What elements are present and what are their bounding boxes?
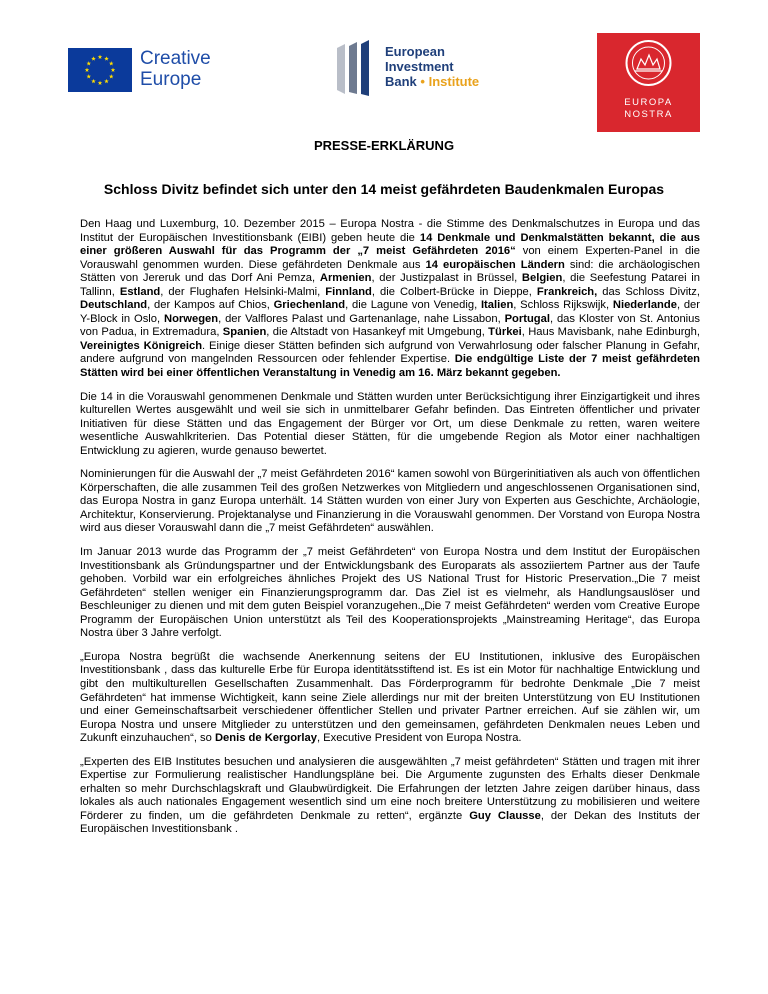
paragraph-5	[80, 651, 700, 746]
p1-bold-8: Deutschland	[80, 299, 148, 312]
p1-bold-17: Die endgültige Liste der 7 meist gefährdeten Stätten wird bei einer öffentlichen Veranstaltung in Venedig am 16. März bekannt gegeben.	[80, 353, 700, 380]
p1-bold-6: Finnland	[325, 285, 372, 298]
p1-text-14: , das Kloster von St. Antonius von Padua, in Extremadura,	[80, 312, 700, 339]
p1-text-1: Den Haag und Luxemburg, 10. Dezember 2015 – Europa Nostra - die Stimme des Denkmalschutzes in Europa und das Institut der Europäischen Investitionsbank (EIBI) geben heute die	[80, 218, 700, 244]
p1-bold-13: Portugal	[504, 312, 550, 325]
p5-bold-1: Denis de Kergorlay	[214, 732, 317, 745]
p1-text-12: , der Y-Block in Oslo,	[80, 299, 700, 325]
eib-bars-icon	[335, 40, 375, 96]
p1-bold-11: Niederlande	[612, 299, 677, 312]
p1-text-6: , der Flughafen Helsinki-Malmi,	[160, 285, 326, 298]
eib-line3-institute: Institute	[428, 74, 480, 89]
p1-text-7: , die Colbert-Brücke in Dieppe,	[371, 285, 537, 298]
creative-europe-line2: Europe	[140, 69, 202, 90]
p1-text-17: . Einige dieser Stätten befinden sich aufgrund von Verwahrlosung oder falscher Planung in Gefahr, andere aufgrund von mangelnden Ressourcen oder fehlender Expertise.	[80, 339, 700, 366]
p1-bold-7: Frankreich,	[536, 285, 598, 298]
p1-text-13: , der Valflores Palast und Gartenanlage, nahe Lissabon,	[218, 312, 505, 325]
p1-bold-4: Belgien	[521, 272, 563, 285]
p1-bold-15: Türkei	[488, 326, 522, 339]
creative-europe-wordmark	[140, 48, 211, 90]
p6-text-2: , der Dekan des Instituts der Europäischen Investitionsbank .	[80, 809, 700, 836]
p1-text-15: , die Altstadt von Hasankeyf mit Umgebung,	[266, 326, 489, 339]
paragraph-1	[80, 218, 700, 381]
p1-text-5: , die Seefestung Patarei in Tallinn,	[80, 272, 700, 298]
p5-text-1: „Europa Nostra begrüßt die wachsende Anerkennung seitens der EU Institutionen, inklusive des Europäischen Investitionsbank , dass das kulturelle Erbe für Europa identitätsstiftend ist. Es ist ein Motor für nachhaltige Entwicklung und gibt den multikulturellen Gesellschaften Zusammenhalt. Das Förderprogramm für bedrohte Denkmale „Die 7 meist Gefährdeten“ hat immense Wichtigkeit, kann seine Ziele allerdings nur mit der breiten Unterstützung von EU Institutionen und einer Gemeinschaftsarbeit verschiedener öffentlicher Stellen und privater Partner erreichen. Auf sie zählen wir, um Europa Nostra und unsere Mitglieder zu unterstützen und den gemeinsamen, gefährdeten Denkmalen neues Leben und Zukunft einzuhauchen“, so	[80, 650, 700, 745]
paragraph-6	[80, 756, 700, 837]
europa-nostra-line1: EUROPA	[624, 97, 673, 108]
eib-line1: European	[385, 44, 445, 59]
p1-text-2: von einem Experten-Panel in die Vorauswahl genommen wurden. Diese gefährdeten Denkmale aus	[80, 245, 700, 271]
p1-bold-12: Norwegen	[164, 312, 219, 325]
eu-flag-icon	[68, 48, 132, 92]
europa-nostra-line2: NOSTRA	[624, 109, 673, 120]
p6-bold-1: Guy Clausse	[469, 809, 541, 822]
p1-bold-3: Armenien	[319, 272, 372, 285]
p1-text-4: , der Justizpalast in Brüssel,	[371, 272, 522, 285]
paragraph-4: Im Januar 2013 wurde das Programm der „7 meist Gefährdeten“ von Europa Nostra und dem Institut der Europäischen Investitionsbank als Gründungspartner und der Entwicklungsbank des Europarats als assoziiertem Partner aus der Taufe gehoben. Vorbild war ein erfolgreiches ähnliches Projekt des US National Trust for Historic Preservation.„Die 7 meist Gefährdeten“ stellen weniger ein Finanzierungsprogramm dar. Das Ziel ist es vielmehr, als Handlungsauslöser und Beschleuniger zu dienen und mit dem guten Beispiel voranzugehen.„Die 7 meist Gefährdeten“ werden vom Creative Europe Programm der Europäischen Union unterstützt als Teil des Kooperationsprojekts „Mainstreaming Heritage“, das Europa Nostra über 3 Jahre verfolgt.	[80, 546, 700, 640]
eib-wordmark	[385, 44, 479, 89]
p1-bold-1: 14 Denkmale und Denkmalstätten bekannt, die aus einer größeren Auswahl für das Programm der „7 meist Gefährdeten 2016“	[80, 231, 700, 258]
eib-line2: Investment	[385, 59, 454, 74]
document-title: PRESSE-ERKLÄRUNG	[313, 138, 455, 153]
eib-institute-logo	[335, 40, 495, 96]
p1-bold-14: Spanien	[222, 326, 267, 339]
press-headline: Schloss Divitz befindet sich unter den 14 meist gefährdeten Baudenkmalen Europas	[103, 181, 665, 197]
press-body	[80, 218, 700, 847]
eib-line3-bank: Bank	[385, 74, 417, 89]
p1-bold-5: Estland	[119, 285, 161, 298]
header-logos	[0, 0, 768, 135]
p1-bold-9: Griechenland	[273, 299, 346, 312]
p1-text-10: , die Lagune von Venedig,	[345, 299, 481, 312]
p1-bold-2: 14 europäischen Ländern	[425, 258, 565, 271]
europa-nostra-wordmark	[597, 97, 700, 121]
europa-nostra-logo	[597, 33, 700, 132]
europa-nostra-emblem-icon	[597, 33, 700, 93]
p1-text-9: , der Kampos auf Chios,	[147, 299, 274, 312]
eib-line3: Bank • Institute	[385, 74, 480, 89]
paragraph-3: Nominierungen für die Auswahl der „7 meist Gefährdeten 2016“ kamen sowohl von Bürgerinitiativen als auch von öffentlichen Körperschaften, die alle zusammen Teil des großen Netzwerkes von Mitgliedern und angeschlossenen Organisationen sind, das Europa Nostra in ganz Europa unterhält. 14 Stätten wurden von einer Jury von Experten aus Geschichte, Archäologie, Architektur, Konservierung. Projektanalyse und Finanzierung in die Vorauswahl genommen. Der Vorstand von Europa Nostra wird aus dieser Vorauswahl dann die „7 meist Gefährdeten“ auswählen.	[80, 468, 700, 535]
p1-bold-10: Italien	[480, 299, 514, 312]
paragraph-2: Die 14 in die Vorauswahl genommenen Denkmale und Stätten wurden unter Berücksichtigung ihrer Einzigartigkeit und ihres kulturellen Wertes ausgewählt und weil sie sich in unmittelbarer Gefahr befinden. Das Eintreten öffentlicher und privater Initiativen für diese Stätten und das Engagement der Bürger vor Ort, um diese Denkmale zu retten, waren weitere wesentliche Auswahlkriterien. Das Potential dieser Stätten, für die umgebende Region als Motor einer nachhaltigen Entwicklung zu agieren, wurde genauso bewertet.	[80, 390, 700, 457]
p1-text-16: , Haus Mavisbank, nahe Edinburgh,	[521, 326, 700, 339]
p1-bold-16: Vereinigtes Königreich	[80, 339, 203, 352]
p1-text-8: das Schloss Divitz,	[597, 285, 700, 298]
creative-europe-line1: Creative	[140, 48, 211, 69]
p5-text-2: , Executive President von Europa Nostra.	[316, 732, 522, 745]
p1-text-11: , Schloss Rijkswijk,	[513, 299, 613, 312]
p1-text-3: sind: die archäologischen Stätten von Jereruk und das Dorf Ani Pemza,	[80, 258, 700, 285]
creative-europe-logo	[68, 48, 238, 92]
p6-text-1: „Experten des EIB Institutes besuchen und analysieren die ausgewählten „7 meist gefährdeten“ Stätten und tragen mit ihrer Expertise zur Formulierung realistischer Handlungspläne bei. Die Argumente zugunsten des Erhalts dieser Denkmale erhalten so mehr Durchschlagskraft und Glaubwürdigkeit. Die Erfahrungen der letzten Jahre zeigen darüber hinaus, dass lokales als auch nationales Engagement wesentlich sind um eine noch breitere Unterstützung zu mobilisieren und weitere Förderer zu finden, um die gefährdeten Denkmale zu retten“, ergänzte	[80, 755, 700, 822]
